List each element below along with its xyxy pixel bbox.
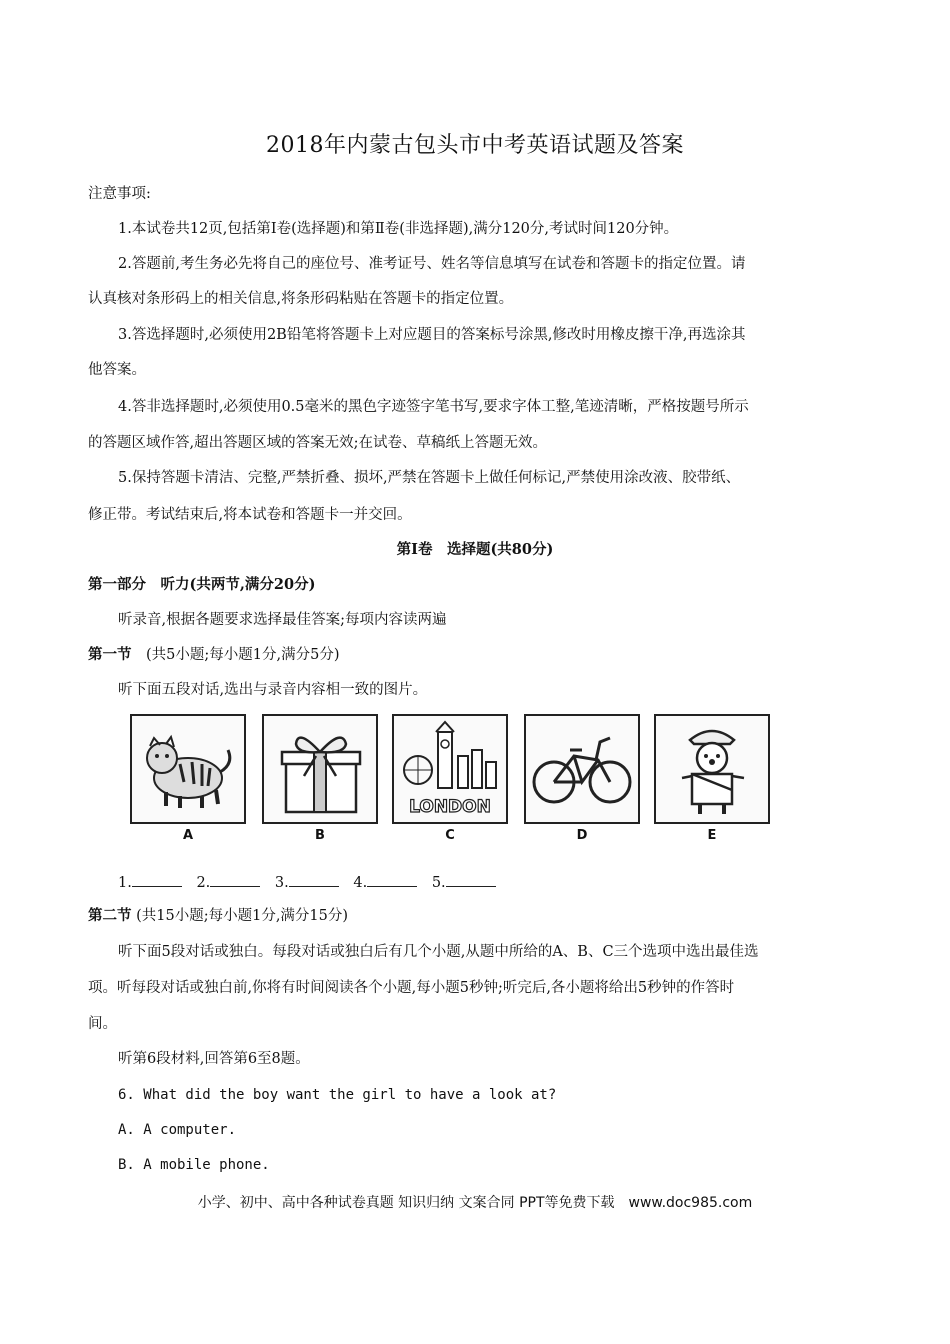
question-6-option-a: A. A computer.	[118, 1122, 237, 1138]
blank-label-3: 3.	[274, 875, 289, 891]
section1-instruction: 听下面五段对话,选出与录音内容相一致的图片。	[118, 682, 428, 698]
answer-blank-3[interactable]	[289, 872, 339, 887]
question-6-option-b: B. A mobile phone.	[118, 1157, 270, 1173]
notice-item-2: 2.答题前,考生务必先将自己的座位号、准考证号、姓名等信息填写在试卷和答题卡的指定位置。请	[118, 256, 746, 272]
page-title: 2018年内蒙古包头市中考英语试题及答案	[266, 133, 684, 158]
section2-instruction-cont: 项。听每段对话或独白前,你将有时间阅读各个小题,每小题5秒钟;听完后,各小题将给出5秒钟的作答时	[88, 980, 735, 996]
notice-item-3-cont: 他答案。	[88, 362, 146, 378]
answer-blank-1[interactable]	[132, 872, 182, 887]
picture-label-a: A	[182, 828, 194, 843]
gift-box-icon	[262, 714, 378, 824]
answer-blank-2[interactable]	[210, 872, 260, 887]
part1-heading: 第一部分 听力(共两节,满分20分)	[88, 576, 316, 593]
volume-heading: 第Ⅰ卷 选择题(共80分)	[396, 541, 554, 558]
notice-item-5: 5.保持答题卡清洁、完整,严禁折叠、损坏,严禁在答题卡上做任何标记,严禁使用涂改液、胶带纸、	[118, 470, 741, 486]
answer-blank-4[interactable]	[367, 872, 417, 887]
blank-label-2: 2.	[196, 875, 211, 891]
section1-heading-label: 第一节	[88, 646, 132, 663]
london-text: LONDON	[409, 797, 491, 817]
tiger-icon	[130, 714, 246, 824]
notice-item-2-cont: 认真核对条形码上的相关信息,将条形码粘贴在答题卡的指定位置。	[88, 291, 514, 307]
blank-label-5: 5.	[431, 875, 446, 891]
section2-instruction: 听下面5段对话或独白。每段对话或独白后有几个小题,从题中所给的A、B、C三个选项中选出最佳选	[118, 944, 759, 960]
bicycle-icon	[524, 714, 640, 824]
policeman-icon	[654, 714, 770, 824]
notice-item-5-cont: 修正带。考试结束后,将本试卷和答题卡一并交回。	[88, 507, 412, 523]
answer-blanks	[118, 872, 506, 893]
section1-heading	[88, 645, 339, 665]
picture-label-e: E	[707, 828, 717, 843]
picture-label-c: C	[445, 828, 455, 843]
section2-heading-label: 第二节	[88, 907, 132, 924]
blank-label-1: 1.	[118, 875, 132, 891]
notice-item-4: 4.答非选择题时,必须使用0.5毫米的黑色字迹签字笔书写,要求字体工整,笔迹清晰，严格按题号所示	[118, 399, 749, 415]
london-icon	[392, 714, 508, 824]
section2-heading-detail: (共15小题;每小题1分,满分15分)	[131, 908, 349, 924]
material-6-instruction: 听第6段材料,回答第6至8题。	[118, 1051, 310, 1067]
question-6: 6. What did the boy want the girl to have a look at?	[118, 1087, 557, 1103]
picture-label-b: B	[315, 828, 325, 843]
picture-label-d: D	[576, 828, 588, 843]
blank-label-4: 4.	[353, 875, 368, 891]
footer-text: 小学、初中、高中各种试卷真题 知识归纳 文案合同 PPT等免费下载 www.doc985.com	[197, 1195, 753, 1211]
part1-instruction: 听录音,根据各题要求选择最佳答案;每项内容读两遍	[118, 612, 447, 628]
listening-pictures	[120, 708, 780, 854]
section2-instruction-end: 间。	[88, 1016, 117, 1032]
notice-item-4-cont: 的答题区域作答,超出答题区域的答案无效;在试卷、草稿纸上答题无效。	[88, 435, 547, 451]
notice-item-3: 3.答选择题时,必须使用2B铅笔将答题卡上对应题目的答案标号涂黑,修改时用橡皮擦干净,再选涂其	[118, 327, 746, 343]
notice-item-1: 1.本试卷共12页,包括第Ⅰ卷(选择题)和第Ⅱ卷(非选择题),满分120分,考试时间120分钟。	[118, 221, 679, 237]
section2-heading	[88, 906, 348, 926]
notice-heading: 注意事项:	[88, 186, 151, 202]
answer-blank-5[interactable]	[446, 872, 496, 887]
section1-heading-detail: (共5小题;每小题1分,满分5分)	[131, 647, 340, 663]
